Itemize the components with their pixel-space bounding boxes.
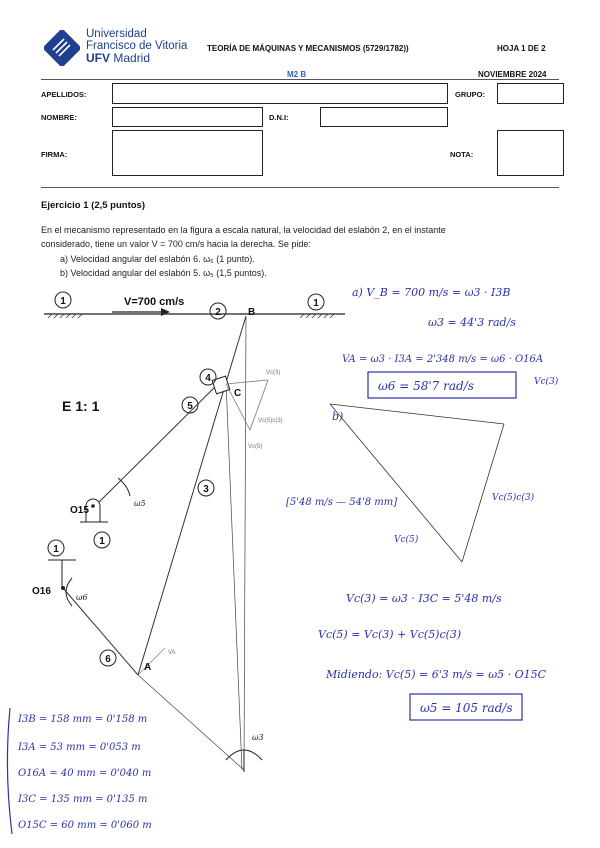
sheet-number: HOJA 1 DE 2: [497, 44, 546, 53]
link-num-5: 5: [187, 401, 193, 412]
grupo-label: GRUPO:: [455, 90, 485, 99]
small-va: VA: [168, 650, 176, 656]
link-num-1d: 1: [53, 544, 59, 555]
item-a: a) Velocidad angular del eslabón 6. ω₆ (1 punto).: [60, 254, 255, 264]
grupo-field[interactable]: [497, 83, 564, 104]
university-line-2: Francisco de Vitoria: [86, 40, 188, 52]
hw-dim-4: I3C = 135 mm = 0'135 m: [18, 794, 148, 805]
small-vc5: Vc(5): [248, 444, 263, 450]
velocity-arrow-head: [161, 308, 170, 316]
apellidos-field[interactable]: [112, 83, 448, 104]
nombre-label: NOMBRE:: [41, 113, 77, 122]
hw-tri-vc5: Vc(5): [394, 535, 419, 545]
link-num-2: 2: [215, 307, 221, 318]
dni-field[interactable]: [320, 107, 448, 127]
nota-field[interactable]: [497, 130, 564, 176]
university-line-1: Universidad: [86, 28, 147, 40]
link-num-1a: 1: [60, 296, 66, 307]
statement-line-1: En el mecanismo representado en la figura a escala natural, la velocidad del eslabón 2, en el instante: [41, 225, 446, 235]
small-vc3: Vc(3): [266, 370, 281, 376]
link-num-4: 4: [205, 373, 211, 384]
hw-dim-1: I3B = 158 mm = 0'158 m: [18, 714, 148, 725]
ufv-text: UFV: [86, 51, 110, 65]
hw-dim-2: I3A = 53 mm = 0'053 m: [18, 742, 141, 753]
link-num-1c: 1: [99, 536, 105, 547]
link-num-6: 6: [105, 654, 111, 665]
small-vc5c3: Vc(5)c(3): [258, 418, 283, 424]
nota-label: NOTA:: [450, 150, 474, 159]
madrid-text: Madrid: [113, 51, 151, 65]
construction-line-1: [226, 382, 242, 770]
item-b: b) Velocidad angular del eslabón 5. ω₅ (1,5 puntos).: [60, 268, 267, 278]
firma-field[interactable]: [112, 130, 263, 176]
velocity-label: V=700 cm/s: [124, 296, 185, 308]
pivot-o16-label: O16: [32, 586, 51, 597]
group-code: M2 B: [287, 70, 307, 79]
hw-tri-vc3: Vc(3): [534, 377, 559, 387]
university-name: [86, 28, 187, 64]
pivot-o15-label: O15: [70, 505, 89, 516]
scale-label: E 1: 1: [62, 398, 100, 414]
link-5: [93, 382, 220, 508]
ufv-logo-icon: [44, 30, 80, 66]
link-num-1b: 1: [313, 298, 319, 309]
omega5-arrow: [118, 478, 130, 496]
course-title: TEORÍA DE MÁQUINAS Y MECANISMOS (5729/1782)): [207, 44, 409, 53]
link-3: [138, 316, 246, 675]
point-b: B: [248, 307, 256, 318]
hw-omega5: ω5 = 105 rad/s: [420, 701, 513, 715]
point-c: C: [234, 388, 242, 399]
hw-scale-note: [5'48 m/s — 54'8 mm]: [286, 497, 398, 508]
hw-midiendo: Midiendo: Vc(5) = 6'3 m/s = ω5 · O15C: [326, 668, 547, 681]
statement-line-2: considerado, tiene un valor V = 700 cm/s hacia la derecha. Se pide:: [41, 239, 311, 249]
header-rule: [41, 79, 559, 80]
firma-label: FIRMA:: [41, 150, 68, 159]
hw-vec-sum: Vc(5) = Vc(3) + Vc(5)c(3): [318, 628, 462, 641]
nombre-field[interactable]: [112, 107, 263, 127]
hw-b-label: b): [332, 410, 344, 423]
hw-vc3-line: Vc(3) = ω3 · I3C = 5'48 m/s: [346, 592, 502, 605]
mechanism-figure: [0, 280, 600, 848]
hw-tri-vc5c3: Vc(5)c(3): [492, 493, 535, 503]
exam-date: NOVIEMBRE 2024: [478, 70, 547, 79]
hw-dim-5: O15C = 60 mm = 0'060 m: [18, 820, 152, 831]
apellidos-label: APELLIDOS:: [41, 90, 87, 99]
link-number-circles: [48, 292, 324, 666]
exercise-title: Ejercicio 1 (2,5 puntos): [41, 200, 145, 211]
construction-line-3: [138, 675, 244, 770]
pivot-o16: [48, 560, 76, 590]
hw-a-line2: ω3 = 44'3 rad/s: [428, 316, 516, 329]
form-rule: [41, 187, 559, 188]
omega5-label: ω5: [134, 499, 146, 508]
point-a: A: [144, 662, 152, 673]
university-line-3: [86, 52, 187, 64]
hw-dim-3: O16A = 40 mm = 0'040 m: [18, 768, 152, 779]
hw-a-line1: a) V_B = 700 m/s = ω3 · I3B: [352, 286, 511, 299]
omega6-label: ω6: [76, 593, 88, 602]
construction-line-2: [244, 316, 246, 770]
hw-va-line: VA = ω3 · I3A = 2'348 m/s = ω6 · O16A: [342, 354, 544, 365]
dni-label: D.N.I:: [269, 113, 289, 122]
omega3-label: ω3: [252, 733, 264, 742]
link-num-3: 3: [203, 484, 209, 495]
hw-omega6: ω6 = 58'7 rad/s: [378, 379, 474, 393]
vc3-vector: [226, 380, 268, 384]
